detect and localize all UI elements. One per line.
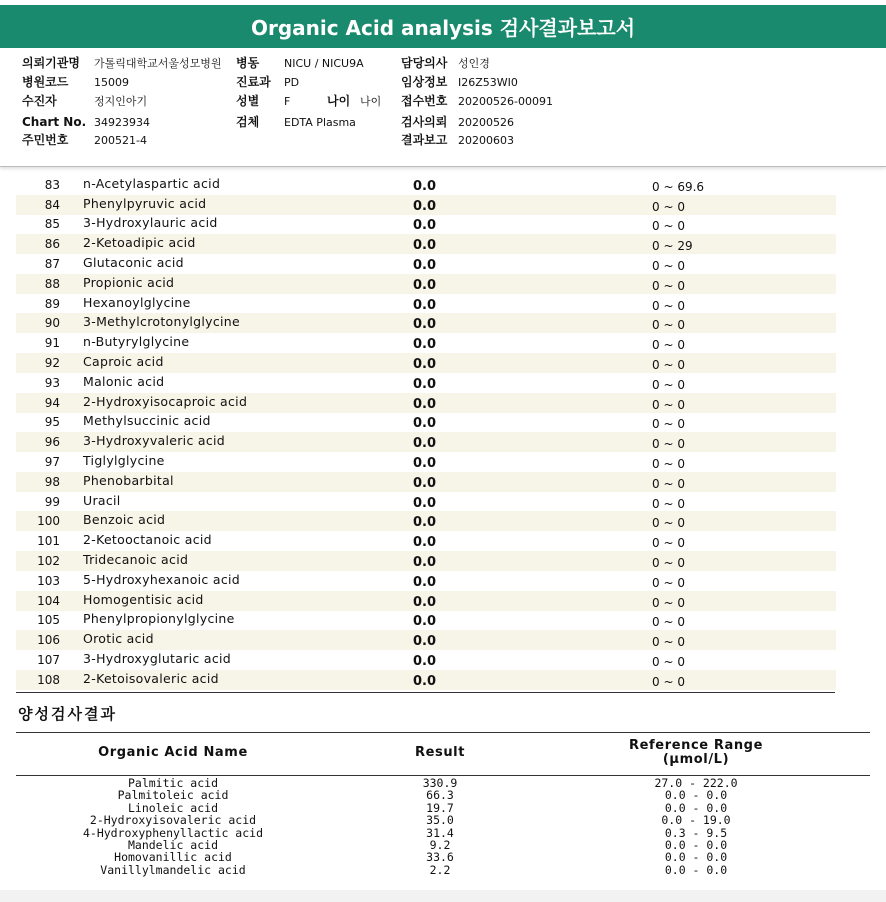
result-value: 0.0 xyxy=(413,555,437,570)
result-value: 0.0 xyxy=(413,357,437,372)
result-number: 91 xyxy=(44,336,60,350)
results-divider xyxy=(16,692,835,693)
cell-reference: 0.0 - 0.0 xyxy=(664,788,728,803)
result-name: 2-Ketoisovaleric acid xyxy=(83,671,219,686)
result-name: 3-Hydroxyglutaric acid xyxy=(83,651,232,666)
info-value: 20200526 xyxy=(458,116,514,129)
result-name: Methylsuccinic acid xyxy=(83,413,211,428)
result-name: Glutaconic acid xyxy=(83,255,184,270)
info-label: 검사의뢰 xyxy=(401,115,448,129)
result-reference: 0 ~ 0 xyxy=(652,417,685,431)
result-number: 90 xyxy=(44,316,60,330)
result-number: 97 xyxy=(44,455,60,469)
result-number: 103 xyxy=(37,574,60,588)
result-reference: 0 ~ 0 xyxy=(652,219,685,233)
result-name: 3-Hydroxylauric acid xyxy=(83,215,218,230)
result-reference: 0 ~ 29 xyxy=(652,239,693,253)
result-number: 102 xyxy=(37,554,60,568)
result-name: Phenobarbital xyxy=(83,473,174,488)
result-number: 98 xyxy=(44,475,60,489)
result-reference: 0 ~ 0 xyxy=(652,675,685,689)
result-name: Caproic acid xyxy=(83,354,164,369)
cell-result: 31.4 xyxy=(426,825,454,840)
col-header-result: Result xyxy=(414,745,466,760)
result-value: 0.0 xyxy=(413,595,437,610)
info-label: 접수번호 xyxy=(401,94,448,108)
result-reference: 0 ~ 0 xyxy=(652,477,685,491)
cell-result: 35.0 xyxy=(426,813,454,828)
result-reference: 0 ~ 0 xyxy=(652,299,685,313)
result-row xyxy=(16,294,836,314)
info-label: 수진자 xyxy=(22,94,57,108)
result-value: 0.0 xyxy=(413,218,437,233)
cell-result: 66.3 xyxy=(426,788,454,803)
result-row xyxy=(16,511,836,531)
result-reference: 0 ~ 0 xyxy=(652,615,685,629)
result-number: 88 xyxy=(44,277,60,291)
cell-reference: 0.0 - 0.0 xyxy=(664,862,728,877)
result-name: n-Acetylaspartic acid xyxy=(83,176,221,191)
result-number: 101 xyxy=(37,534,60,548)
info-label: 검체 xyxy=(236,115,260,129)
cell-name: Homovanillic acid xyxy=(114,850,232,865)
result-row xyxy=(16,630,836,650)
result-value: 0.0 xyxy=(413,515,437,530)
result-name: 2-Ketooctanoic acid xyxy=(83,532,212,547)
page-footer-strip xyxy=(0,890,886,902)
cell-result: 2.2 xyxy=(429,862,451,877)
info-row xyxy=(0,73,886,92)
result-row xyxy=(16,254,836,274)
result-value: 0.0 xyxy=(413,199,437,214)
result-number: 100 xyxy=(37,514,60,528)
cell-name: Mandelic acid xyxy=(127,838,218,852)
result-number: 99 xyxy=(44,495,60,509)
result-value: 0.0 xyxy=(413,614,437,629)
result-reference: 0 ~ 0 xyxy=(652,556,685,570)
col-header-unit: (µmol/L) xyxy=(662,752,730,767)
result-value: 0.0 xyxy=(413,416,437,431)
info-label: 병원코드 xyxy=(22,75,69,89)
info-label: 임상정보 xyxy=(401,75,448,89)
cell-reference: 0.0 - 0.0 xyxy=(664,800,728,815)
result-number: 85 xyxy=(44,217,60,231)
result-reference: 0 ~ 0 xyxy=(652,437,685,451)
result-value: 0.0 xyxy=(413,179,437,194)
result-row xyxy=(16,333,836,353)
info-label: Chart No. xyxy=(22,115,87,129)
cell-result: 19.7 xyxy=(426,800,454,815)
result-row xyxy=(16,175,836,195)
result-name: Benzoic acid xyxy=(83,512,166,527)
result-value: 0.0 xyxy=(413,298,437,313)
result-row xyxy=(16,274,836,294)
info-label: 결과보고 xyxy=(401,133,448,147)
info-value: EDTA Plasma xyxy=(284,116,356,129)
info-row xyxy=(0,54,886,73)
result-value: 0.0 xyxy=(413,377,437,392)
result-reference: 0 ~ 0 xyxy=(652,497,685,511)
result-row xyxy=(16,452,836,472)
info-value: 34923934 xyxy=(94,116,150,129)
info-value: 20200603 xyxy=(458,134,514,147)
info-row xyxy=(0,131,886,150)
result-value: 0.0 xyxy=(413,535,437,550)
result-reference: 0 ~ 0 xyxy=(652,536,685,550)
result-name: Phenylpropionylglycine xyxy=(83,611,235,626)
table-row xyxy=(16,814,870,826)
info-row xyxy=(0,92,886,111)
info-value: I26Z53WI0 xyxy=(458,76,518,89)
result-reference: 0 ~ 0 xyxy=(652,596,685,610)
info-label: 병동 xyxy=(236,56,260,70)
info-label: 담당의사 xyxy=(401,56,448,70)
cell-reference: 0.0 - 19.0 xyxy=(661,813,731,828)
result-row xyxy=(16,373,836,393)
result-value: 0.0 xyxy=(413,258,437,273)
info-value: 나이 xyxy=(360,95,382,108)
info-label: 나이 xyxy=(327,94,351,108)
result-value: 0.0 xyxy=(413,278,437,293)
result-name: Phenylpyruvic acid xyxy=(83,196,207,211)
positive-results-table xyxy=(16,732,870,885)
result-number: 87 xyxy=(44,257,60,271)
result-number: 104 xyxy=(37,594,60,608)
result-row xyxy=(16,393,836,413)
result-row xyxy=(16,195,836,215)
cell-name: 4-Hydroxyphenyllactic acid xyxy=(82,825,263,840)
result-reference: 0 ~ 69.6 xyxy=(652,180,705,194)
result-number: 83 xyxy=(44,178,60,192)
result-reference: 0 ~ 0 xyxy=(652,279,685,293)
result-number: 92 xyxy=(44,356,60,370)
patient-info-panel xyxy=(0,48,886,167)
result-row xyxy=(16,234,836,254)
result-number: 89 xyxy=(44,297,60,311)
result-name: Propionic acid xyxy=(83,275,175,290)
info-label: 주민번호 xyxy=(22,133,69,147)
cell-name: Linoleic acid xyxy=(127,800,218,815)
result-name: Tiglylglycine xyxy=(83,453,165,468)
info-label: 의뢰기관명 xyxy=(22,56,80,70)
info-label: 성별 xyxy=(236,94,260,108)
table-row xyxy=(16,789,870,801)
result-name: Malonic acid xyxy=(83,374,165,389)
result-row xyxy=(16,353,836,373)
col-header-name: Organic Acid Name xyxy=(98,745,248,760)
result-value: 0.0 xyxy=(413,654,437,669)
table-row xyxy=(16,851,870,863)
cell-name: Vanillylmandelic acid xyxy=(100,862,246,877)
result-name: 3-Methylcrotonylglycine xyxy=(83,314,241,329)
result-number: 105 xyxy=(37,613,60,627)
info-label: 진료과 xyxy=(236,75,271,89)
result-name: Homogentisic acid xyxy=(83,592,204,607)
result-value: 0.0 xyxy=(413,436,437,451)
result-row xyxy=(16,492,836,512)
result-reference: 0 ~ 0 xyxy=(652,398,685,412)
info-value: 15009 xyxy=(94,76,129,89)
result-value: 0.0 xyxy=(413,238,437,253)
result-reference: 0 ~ 0 xyxy=(652,516,685,530)
positive-results-title: 양성검사결과 xyxy=(18,705,117,723)
result-value: 0.0 xyxy=(413,575,437,590)
result-number: 95 xyxy=(44,415,60,429)
cell-result: 33.6 xyxy=(426,850,454,865)
info-value: 20200526-00091 xyxy=(458,95,553,108)
info-value: F xyxy=(284,95,291,108)
result-number: 94 xyxy=(44,396,60,410)
info-value: 가톨릭대학교서울성모병원 xyxy=(94,57,222,70)
result-number: 96 xyxy=(44,435,60,449)
result-name: Uracil xyxy=(83,493,121,508)
cell-reference: 0.0 - 0.0 xyxy=(664,850,728,865)
result-reference: 0 ~ 0 xyxy=(652,358,685,372)
result-number: 107 xyxy=(37,653,60,667)
result-number: 106 xyxy=(37,633,60,647)
result-name: 2-Ketoadipic acid xyxy=(83,235,196,250)
result-row xyxy=(16,472,836,492)
result-number: 108 xyxy=(37,673,60,687)
result-value: 0.0 xyxy=(413,397,437,412)
col-header-reference: Reference Range xyxy=(629,738,763,753)
info-value: 200521-4 xyxy=(94,134,147,147)
results-list[interactable] xyxy=(16,166,836,693)
positive-table-header xyxy=(16,733,870,776)
result-name: Hexanoylglycine xyxy=(83,295,191,310)
result-name: Orotic acid xyxy=(83,631,154,646)
result-reference: 0 ~ 0 xyxy=(652,655,685,669)
result-number: 93 xyxy=(44,376,60,390)
result-name: n-Butyrylglycine xyxy=(83,334,190,349)
info-value: 성인경 xyxy=(458,57,490,70)
info-value: PD xyxy=(284,76,300,89)
cell-reference: 0.3 - 9.5 xyxy=(664,825,728,840)
info-value: NICU / NICU9A xyxy=(284,57,364,70)
result-row xyxy=(16,650,836,670)
result-name: Tridecanoic acid xyxy=(83,552,189,567)
result-reference: 0 ~ 0 xyxy=(652,635,685,649)
cell-reference: 0.0 - 0.0 xyxy=(664,838,728,852)
result-number: 86 xyxy=(44,237,60,251)
result-row xyxy=(16,571,836,591)
result-row xyxy=(16,670,836,690)
cell-result: 330.9 xyxy=(422,776,458,790)
result-row xyxy=(16,531,836,551)
info-value: 정지인아기 xyxy=(94,95,148,108)
result-value: 0.0 xyxy=(413,317,437,332)
result-value: 0.0 xyxy=(413,674,437,689)
result-reference: 0 ~ 0 xyxy=(652,259,685,273)
result-reference: 0 ~ 0 xyxy=(652,378,685,392)
result-reference: 0 ~ 0 xyxy=(652,318,685,332)
result-value: 0.0 xyxy=(413,634,437,649)
cell-name: Palmitic acid xyxy=(127,776,218,790)
result-value: 0.0 xyxy=(413,337,437,352)
report-title: Organic Acid analysis 검사결과보고서 xyxy=(250,16,636,40)
result-name: 2-Hydroxyisocaproic acid xyxy=(83,394,248,409)
result-reference: 0 ~ 0 xyxy=(652,457,685,471)
result-row xyxy=(16,214,836,234)
result-value: 0.0 xyxy=(413,476,437,491)
report-banner xyxy=(0,5,886,48)
result-row xyxy=(16,610,836,630)
cell-name: Palmitoleic acid xyxy=(117,788,229,803)
result-number: 84 xyxy=(44,198,60,212)
result-name: 5-Hydroxyhexanoic acid xyxy=(83,572,240,587)
cell-reference: 27.0 - 222.0 xyxy=(654,776,738,790)
result-value: 0.0 xyxy=(413,456,437,471)
cell-name: 2-Hydroxyisovaleric acid xyxy=(89,813,257,828)
result-name: 3-Hydroxyvaleric acid xyxy=(83,433,226,448)
result-row xyxy=(16,551,836,571)
result-value: 0.0 xyxy=(413,496,437,511)
result-reference: 0 ~ 0 xyxy=(652,200,685,214)
result-row xyxy=(16,313,836,333)
cell-result: 9.2 xyxy=(429,838,451,852)
result-reference: 0 ~ 0 xyxy=(652,576,685,590)
table-row xyxy=(16,864,870,876)
result-reference: 0 ~ 0 xyxy=(652,338,685,352)
result-row xyxy=(16,412,836,432)
info-row xyxy=(0,113,886,132)
result-row xyxy=(16,591,836,611)
result-row xyxy=(16,432,836,452)
